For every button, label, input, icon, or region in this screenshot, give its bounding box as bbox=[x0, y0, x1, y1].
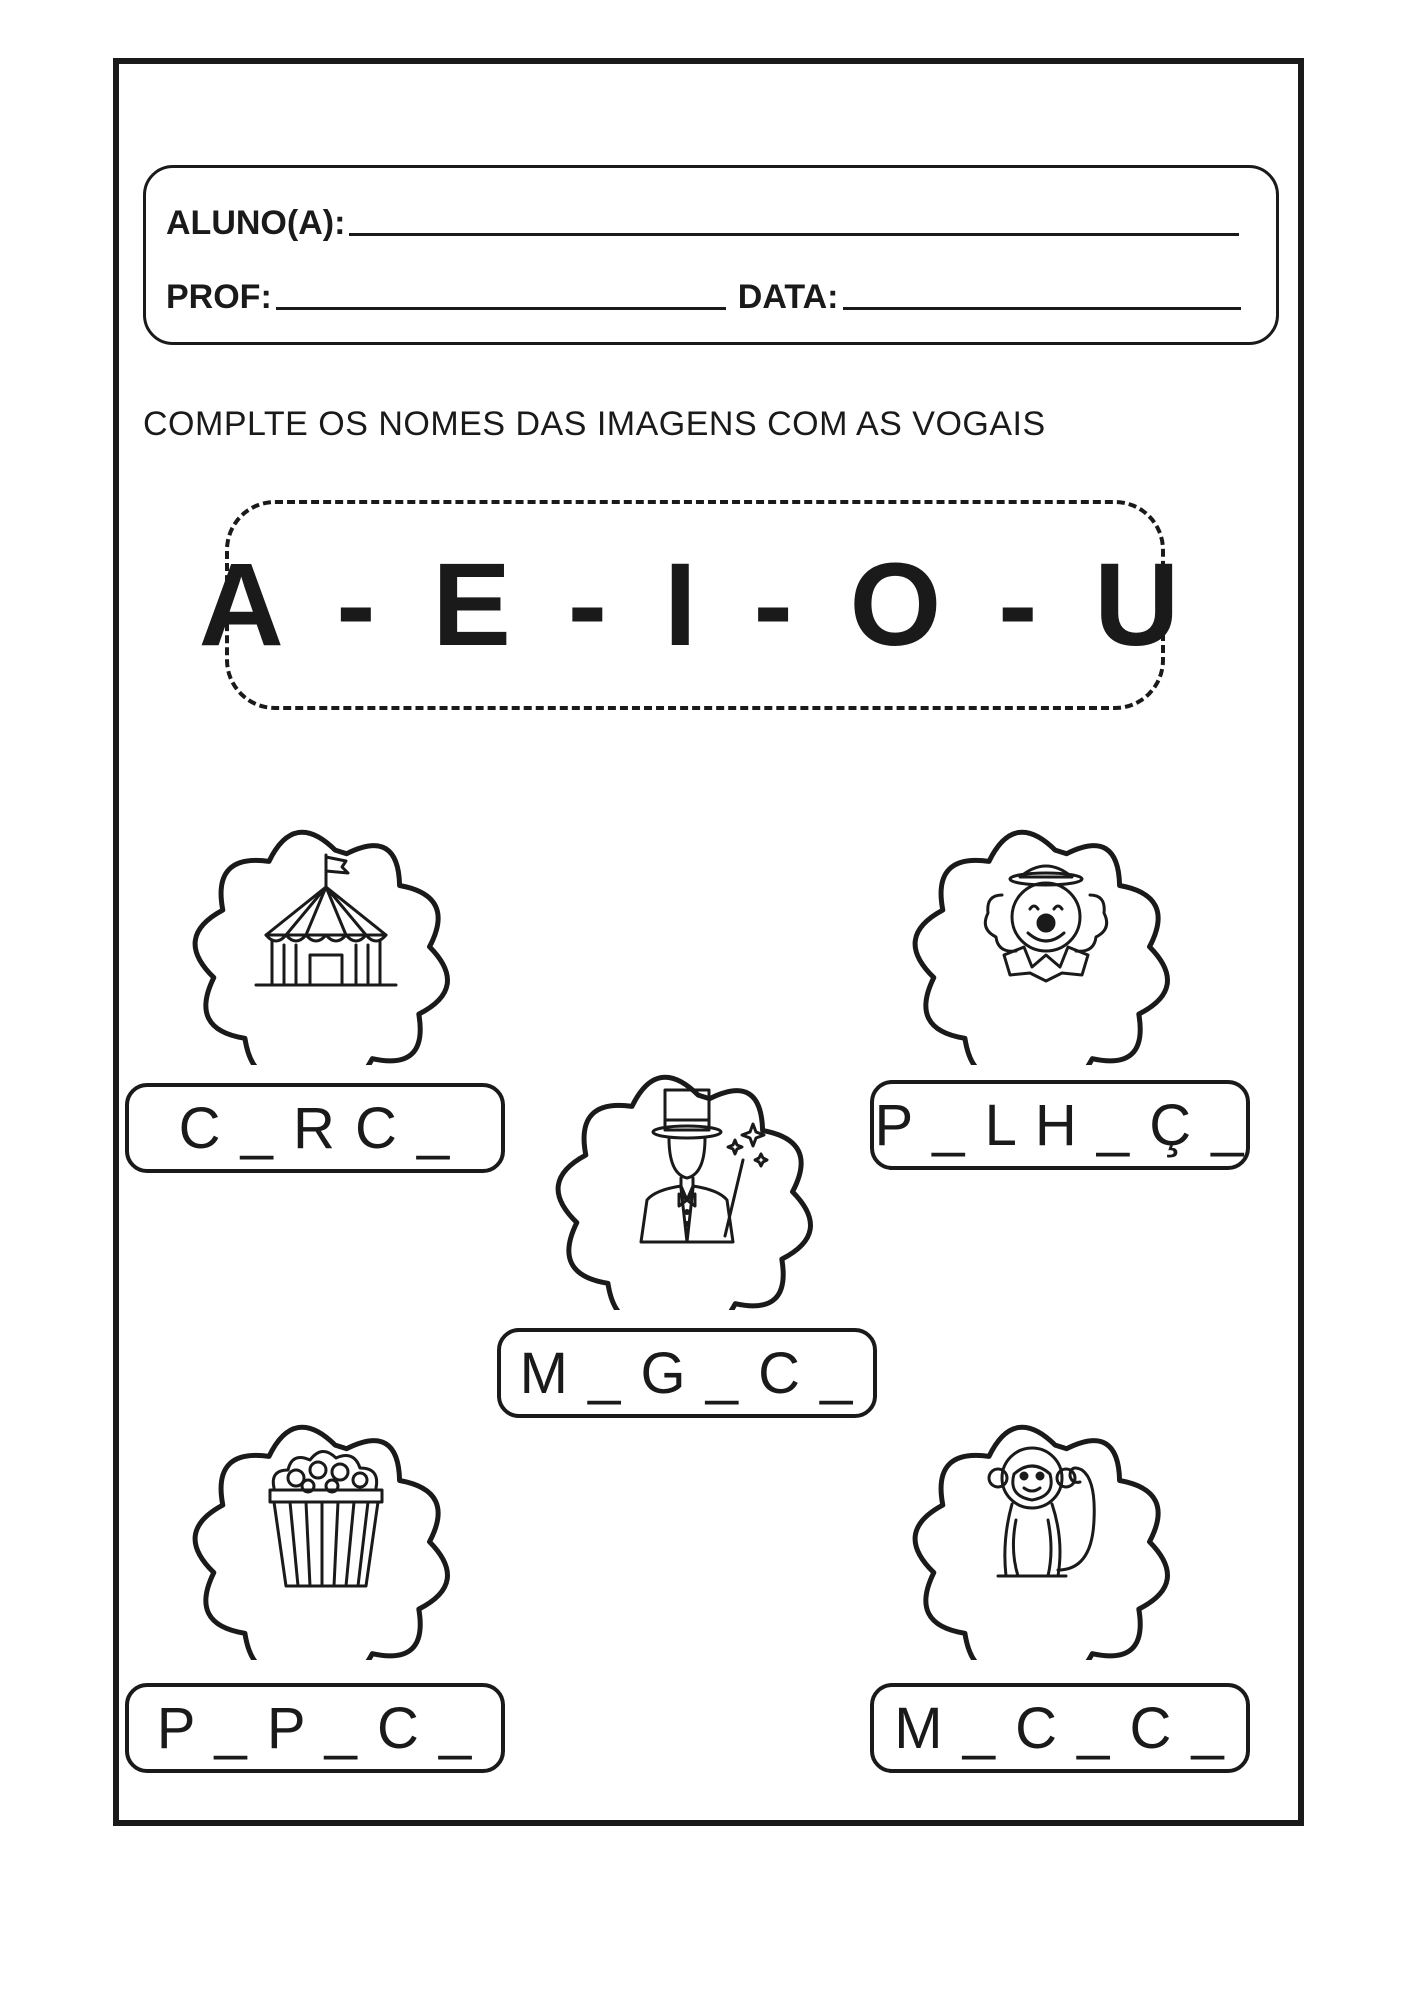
date-label: DATA: bbox=[737, 278, 839, 316]
popcorn-badge bbox=[182, 1370, 472, 1660]
word-circus: C _ R C _ bbox=[178, 1095, 452, 1161]
student-label: ALUNO(A): bbox=[166, 204, 346, 242]
student-name-field[interactable] bbox=[349, 233, 1239, 236]
word-box-circus[interactable] bbox=[125, 1083, 505, 1173]
word-monkey: M _ C _ C _ bbox=[894, 1695, 1226, 1761]
teacher-date-row bbox=[166, 280, 1241, 314]
word-clown: P _ L H _ Ç _ bbox=[874, 1092, 1246, 1158]
clown-badge bbox=[902, 775, 1192, 1065]
student-name-row bbox=[166, 206, 1239, 240]
magician-badge bbox=[545, 1020, 835, 1310]
word-magician: M _ G _ C _ bbox=[519, 1340, 855, 1406]
teacher-label: PROF: bbox=[166, 278, 272, 316]
monkey-badge bbox=[902, 1370, 1192, 1660]
word-box-clown[interactable] bbox=[870, 1080, 1250, 1170]
teacher-name-field[interactable] bbox=[276, 307, 726, 310]
instruction-text: COMPLTE OS NOMES DAS IMAGENS COM AS VOGAIS bbox=[143, 405, 1046, 443]
word-box-monkey[interactable] bbox=[870, 1683, 1250, 1773]
vowel-letters: A - E - I - O - U bbox=[198, 539, 1192, 671]
date-field[interactable] bbox=[843, 307, 1241, 310]
circus-tent-badge bbox=[182, 775, 472, 1065]
word-box-popcorn[interactable] bbox=[125, 1683, 505, 1773]
word-popcorn: P _ P _ C _ bbox=[156, 1695, 474, 1761]
word-box-magician[interactable] bbox=[497, 1328, 877, 1418]
vowel-box bbox=[198, 500, 1192, 710]
student-info-box bbox=[143, 165, 1279, 345]
